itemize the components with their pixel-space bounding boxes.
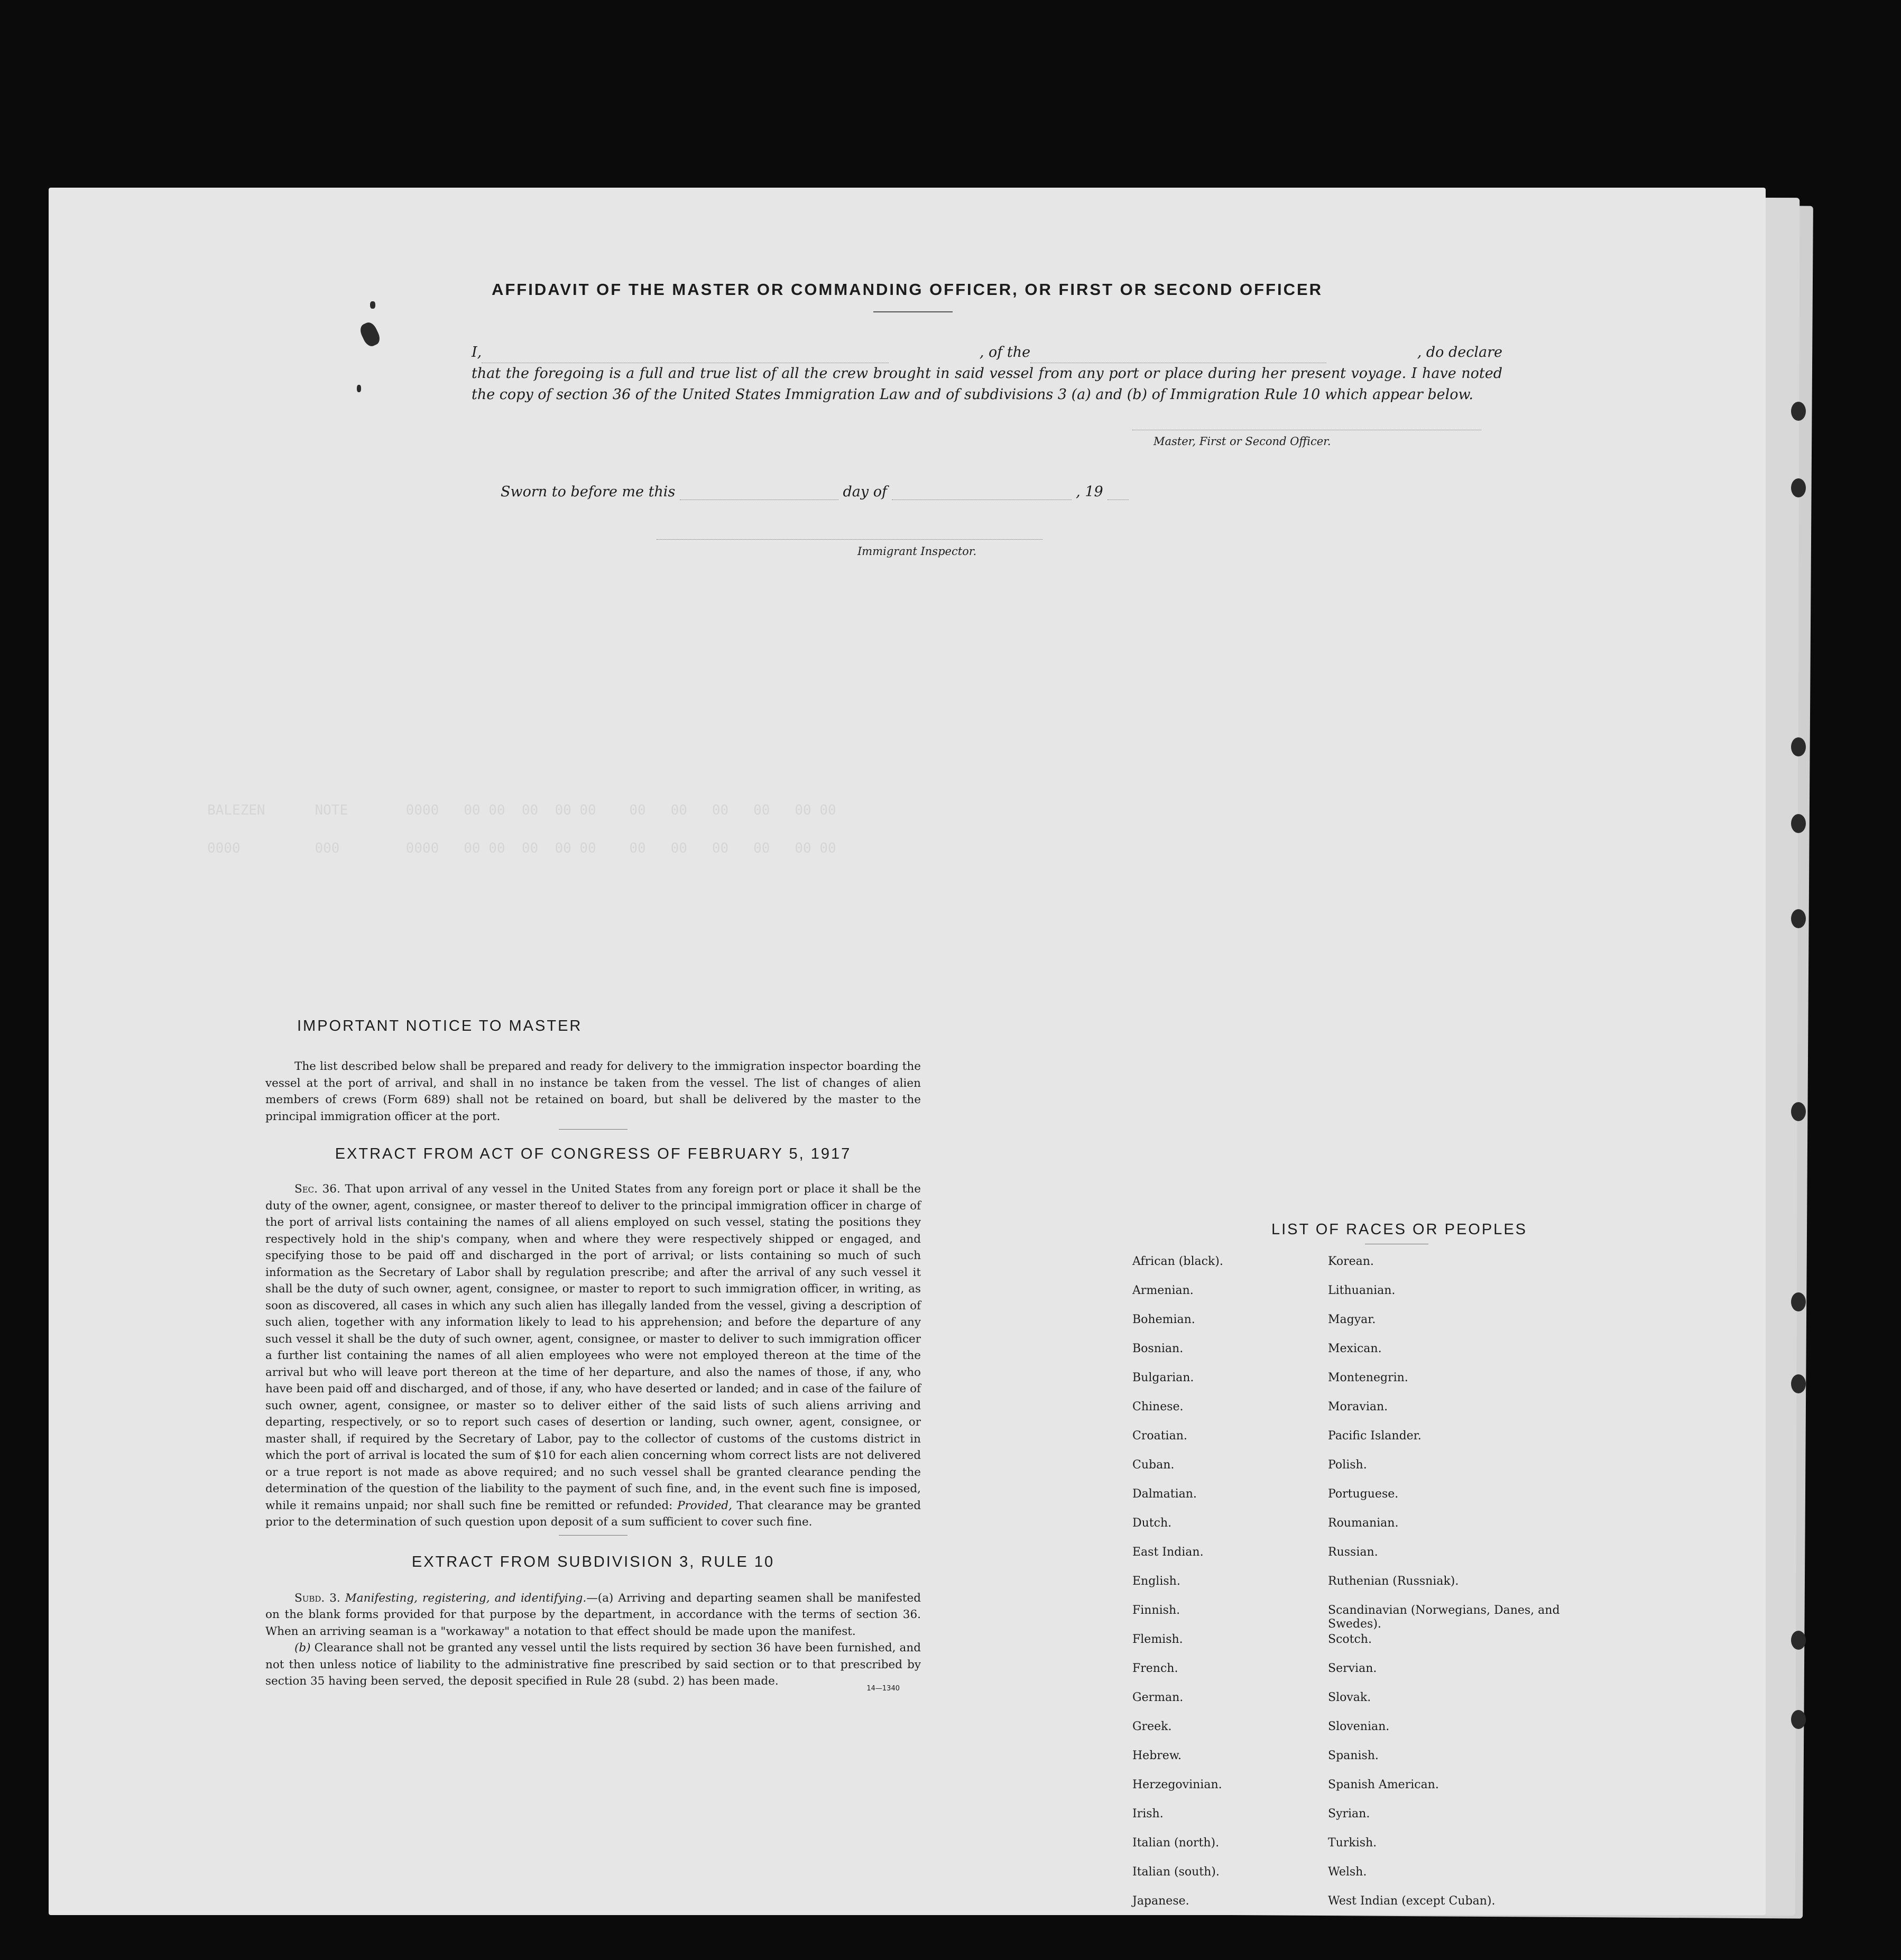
race-item: Slovenian. — [1328, 1720, 1390, 1733]
title-rule — [873, 311, 953, 312]
race-item: Spanish. — [1328, 1749, 1379, 1762]
signature-label: Master, First or Second Officer. — [1153, 435, 1331, 448]
race-item: Turkish. — [1328, 1836, 1377, 1850]
notice-body: The list described below shall be prepared and ready for delivery to the immigration inspector boarding the vessel at the port of arrival, and shall in no instance be taken from the vessel. The list of changes of alien members of crews (Form 689) shall not be retained on board, but shall be delivered by the master to the principal immigration officer at the port. — [265, 1060, 921, 1123]
rule-para-a — [265, 1590, 921, 1640]
subd-label: Subd. 3. — [294, 1591, 340, 1605]
race-item: Scotch. — [1328, 1633, 1372, 1646]
races-title: LIST OF RACES OR PEOPLES — [1271, 1221, 1528, 1238]
sworn-day-of: day of — [843, 484, 887, 500]
race-item: Bulgarian. — [1132, 1371, 1194, 1384]
race-item: Japanese. — [1132, 1894, 1189, 1908]
declaration-do-declare: , do declare — [1417, 344, 1502, 360]
race-item: Armenian. — [1132, 1284, 1194, 1297]
act-body — [265, 1181, 921, 1531]
section-label: Sec. 36. — [294, 1182, 340, 1196]
ink-smudge — [357, 385, 361, 392]
race-item: Croatian. — [1132, 1429, 1187, 1443]
race-item: Chinese. — [1132, 1400, 1184, 1413]
race-item: Bosnian. — [1132, 1342, 1184, 1355]
race-item: Greek. — [1132, 1720, 1172, 1733]
race-item: Italian (south). — [1132, 1865, 1220, 1879]
race-item: Scandinavian (Norwegians, Danes, and Swedes). — [1328, 1604, 1560, 1631]
race-item: Dalmatian. — [1132, 1487, 1197, 1501]
race-item: Irish. — [1132, 1807, 1164, 1820]
binder-hole — [1791, 1631, 1806, 1650]
provided-word: Provided, — [677, 1499, 732, 1512]
race-item: Korean. — [1328, 1255, 1374, 1268]
race-item: Mexican. — [1328, 1342, 1382, 1355]
bleed-through-text: BALEZEN NOTE 0000 00 00 00 00 00 00 00 00 00 00 00 0000 000 0000 00 00 00 00 00 00 00 00 00 00 00 — [207, 802, 836, 856]
race-item: Dutch. — [1132, 1517, 1172, 1530]
race-item: French. — [1132, 1662, 1178, 1675]
left-column — [265, 1018, 921, 1693]
binder-hole — [1791, 1102, 1806, 1121]
binder-hole — [1791, 909, 1806, 928]
race-item: Cuban. — [1132, 1458, 1175, 1472]
race-item: German. — [1132, 1691, 1184, 1704]
document-page — [49, 188, 1766, 1915]
declaration-i: I, — [472, 344, 482, 360]
binder-hole — [1791, 402, 1806, 421]
race-item: English. — [1132, 1575, 1180, 1588]
race-item: Magyar. — [1328, 1313, 1376, 1326]
race-item: Ruthenian (Russniak). — [1328, 1575, 1459, 1588]
section-rule — [559, 1129, 627, 1130]
race-item: Moravian. — [1328, 1400, 1388, 1413]
sworn-year: , 19 — [1076, 484, 1103, 500]
binder-hole — [1791, 814, 1806, 833]
ink-smudge — [370, 301, 375, 309]
race-item: Roumanian. — [1328, 1517, 1399, 1530]
race-item: Flemish. — [1132, 1633, 1183, 1646]
race-item: Bohemian. — [1132, 1313, 1195, 1326]
subd-text-b: Clearance shall not be granted any vessel until the lists required by section 36 have been furnished, and not then unless notice of liability to the administrative fine prescribed by said section or to that prescribed by section 35 having been served, the deposit specified in Rule 28 (subd. 2) has been made. — [265, 1641, 921, 1688]
race-item: Syrian. — [1328, 1807, 1370, 1820]
affidavit-title: AFFIDAVIT OF THE MASTER OR COMMANDING OFFICER, OR FIRST OR SECOND OFFICER — [491, 280, 1323, 299]
race-item: Hebrew. — [1132, 1749, 1182, 1762]
race-item: Portuguese. — [1328, 1487, 1399, 1501]
race-item: Spanish American. — [1328, 1778, 1439, 1791]
sworn-text: Sworn to before me this — [501, 484, 676, 500]
section-text-end: That clearance may be granted prior to the determination of such question upon deposit of a sum sufficient to cover such fine. — [265, 1499, 921, 1529]
race-item: Lithuanian. — [1328, 1284, 1396, 1297]
subd-heading: Manifesting, registering, and identifying. — [345, 1591, 587, 1605]
notice-title: IMPORTANT NOTICE TO MASTER — [297, 1018, 583, 1034]
race-item: Montenegrin. — [1328, 1371, 1408, 1384]
para-b-label: (b) — [294, 1641, 311, 1654]
binder-hole — [1791, 737, 1806, 756]
act-title: EXTRACT FROM ACT OF CONGRESS OF FEBRUARY 5, 1917 — [335, 1145, 852, 1162]
binder-hole — [1791, 1292, 1806, 1311]
section-text: That upon arrival of any vessel in the United States from any foreign port or place it shall be the duty of the owner, agent, consignee, or master thereof to deliver to the principal immigration officer in charge of the port of arrival lists containing the names of all aliens employed on such vessel, stating the positions they respectively hold in the ship's company, when and where they were respectively shipped or engaged, and specifying those to be paid off and discharged in the port of arrival; or lists containing so much of such information as the Secretary of Labor shall by regulation prescribe; and after the arrival of any such vessel it shall be the duty of such owner, agent, consignee, or master to report to such immigration officer, in writing, as soon as discovered, all cases in which any such alien has illegally landed from the vessel, giving a description of such alien, together with any information likely to lead to his apprehension; and before the departure of any such vessel it shall be the duty of such owner, agent, consignee, or master to deliver to such immigration officer a further list containing the names of all alien employees who were not employed thereon at the time of the arrival but who will leave port thereon at the time of her departure, and also the names of those, if any, who have been paid off and discharged, and of those, if any, who have deserted or landed; and in case of the failure of such owner, agent, consignee, or master so to deliver either of the said lists of such aliens arriving and departing, respectively, or so to report such cases of desertion or landing, such owner, agent, consignee, or master shall, if required by the Secretary of Labor, pay to the collector of customs of the customs district in which the port of arrival is located the sum of $10 for each alien concerning whom correct lists are not delivered or a true report is not made as above required; and no such vessel shall be granted clearance pending the determination of the question of the liability to the payment of such fine, and, in the event such fine is imposed, while it remains unpaid; nor shall such fine be remitted or refunded: — [265, 1182, 921, 1512]
binder-hole — [1791, 478, 1806, 497]
races-list — [1132, 1255, 1598, 1924]
race-item: Pacific Islander. — [1328, 1429, 1422, 1443]
race-item: Russian. — [1328, 1546, 1378, 1559]
binder-hole — [1791, 1374, 1806, 1393]
declaration-body: that the foregoing is a full and true list of all the crew brought in said vessel from any port or place during her present voyage. I have noted the copy of section 36 of the United States Immigration Law and of subdivisions 3 (a) and (b) of Immigration Rule 10 which appear below. — [472, 365, 1502, 403]
declaration-of-the: , of the — [979, 344, 1031, 360]
rule-title: EXTRACT FROM SUBDIVISION 3, RULE 10 — [411, 1553, 775, 1570]
race-item: Slovak. — [1328, 1691, 1371, 1704]
inspector-signature-line[interactable] — [657, 539, 1042, 540]
race-item: Polish. — [1328, 1458, 1367, 1472]
race-item: Welsh. — [1328, 1865, 1367, 1879]
race-item: West Indian (except Cuban). — [1328, 1894, 1496, 1908]
race-item: Servian. — [1328, 1662, 1377, 1675]
rule-para-b — [265, 1640, 921, 1690]
subd-text-a: —(a) Arriving and departing seamen shall be manifested on the blank forms provided for that purpose by the department, in accordance with the terms of section 36. When an arriving seaman is a "workaway" a notation to that effect should be made upon the manifest. — [265, 1591, 921, 1638]
race-item: African (black). — [1132, 1255, 1223, 1268]
section-rule — [559, 1535, 627, 1536]
inspector-label: Immigrant Inspector. — [857, 545, 977, 558]
race-item: Herzegovinian. — [1132, 1778, 1222, 1791]
binder-hole — [1791, 1710, 1806, 1729]
race-item: Italian (north). — [1132, 1836, 1220, 1850]
races-column — [1132, 1221, 1598, 1924]
race-item: East Indian. — [1132, 1546, 1204, 1559]
declaration — [472, 342, 1502, 405]
sworn-statement — [501, 484, 1129, 500]
race-item: Finnish. — [1132, 1604, 1180, 1617]
form-number: 14—1340 — [866, 1684, 900, 1693]
